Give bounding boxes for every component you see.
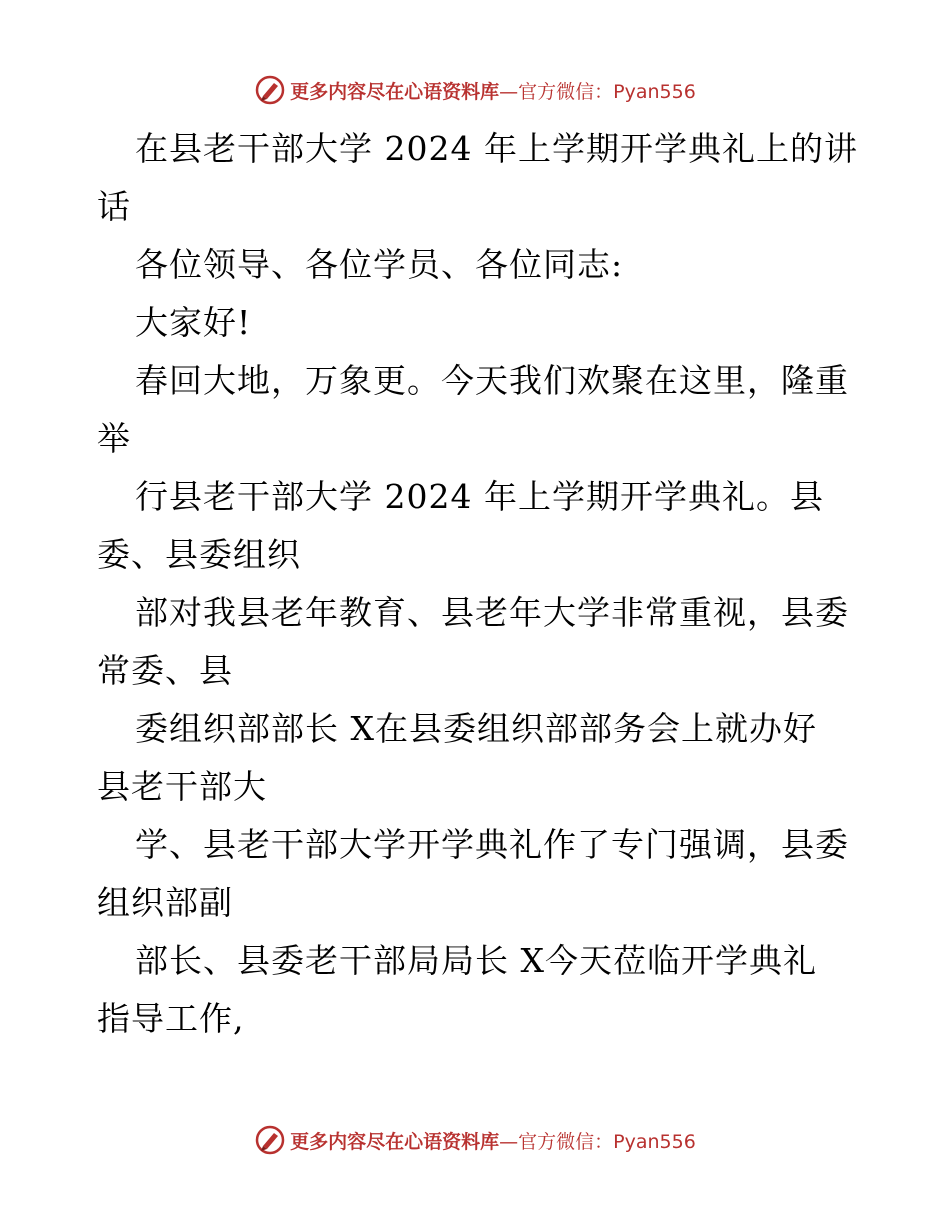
text-line: 委组织部部长 X在县委组织部部务会上就办好 — [135, 709, 817, 748]
text-line: 举 — [97, 419, 131, 458]
pen-logo-icon — [254, 1124, 286, 1156]
text-line: 常委、县 — [97, 651, 233, 690]
watermark-text: 更多内容尽在心语资料库—官方微信：Pyan556 — [290, 1130, 696, 1153]
text-line: 在县老干部大学 2024 年上学期开学典礼上的讲 — [135, 129, 858, 168]
text-line: 组织部副 — [97, 883, 233, 922]
text-line: 话 — [97, 187, 131, 226]
text-line: 委、县委组织 — [97, 535, 301, 574]
pen-logo-icon — [254, 74, 286, 106]
text-line: 指导工作, — [97, 999, 245, 1038]
text-line: 县老干部大 — [97, 767, 267, 806]
footer-watermark — [0, 1120, 950, 1160]
text-line: 学、县老干部大学开学典礼作了专门强调，县委 — [135, 825, 849, 864]
document-body — [97, 120, 877, 1048]
text-line: 各位领导、各位学员、各位同志: — [135, 245, 624, 284]
text-line: 部对我县老年教育、县老年大学非常重视，县委 — [135, 593, 849, 632]
text-line: 部长、县委老干部局局长 X今天莅临开学典礼 — [135, 941, 817, 980]
watermark-text: 更多内容尽在心语资料库—官方微信：Pyan556 — [290, 80, 696, 103]
header-watermark — [0, 70, 950, 110]
text-line: 春回大地，万象更。今天我们欢聚在这里，隆重 — [135, 361, 849, 400]
text-line: 大家好! — [135, 303, 252, 342]
text-line: 行县老干部大学 2024 年上学期开学典礼。县 — [135, 477, 824, 516]
